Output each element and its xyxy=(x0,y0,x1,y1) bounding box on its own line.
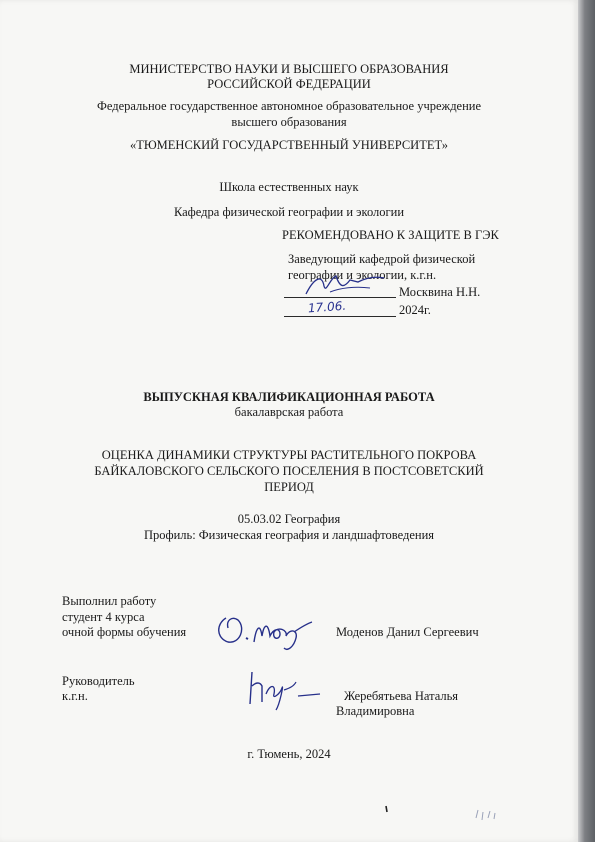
head-name: Москвина Н.Н. xyxy=(399,285,481,299)
scan-marks-icon xyxy=(380,800,520,826)
work-type: ВЫПУСКНАЯ КВАЛИФИКАЦИОННАЯ РАБОТА xyxy=(143,390,435,404)
student-label-line-2: студент 4 курса xyxy=(62,610,145,624)
specialty-profile: Профиль: Физическая география и ландшафтоведения xyxy=(143,528,435,542)
department-name: Кафедра физической географии и экологии xyxy=(173,205,405,219)
work-subtype: бакалаврская работа xyxy=(234,405,344,419)
date-line xyxy=(284,316,396,317)
approval-position-line-1: Заведующий кафедрой физической xyxy=(288,252,476,266)
work-title-line-2: БАЙКАЛОВСКОГО СЕЛЬСКОГО ПОСЕЛЕНИЯ В ПОСТСОВЕТСКИЙ xyxy=(94,464,484,478)
supervisor-label-line-1: Руководитель xyxy=(62,674,135,688)
supervisor-name-line-1: Жеребятьева Наталья xyxy=(344,689,459,703)
student-label-line-1: Выполнил работу xyxy=(62,594,157,608)
work-title-line-3: ПЕРИОД xyxy=(264,480,314,494)
page-edge-shadow xyxy=(578,0,595,842)
ministry-line-2: РОССИЙСКОЙ ФЕДЕРАЦИИ xyxy=(207,77,371,91)
approval-year: 2024г. xyxy=(399,303,431,317)
head-signature-icon xyxy=(300,268,390,302)
student-name: Моденов Данил Сергеевич xyxy=(336,625,479,639)
student-signature-icon xyxy=(212,608,322,656)
institution-line-2: высшего образования xyxy=(231,115,347,129)
supervisor-name-line-2: Владимировна xyxy=(336,704,415,718)
handwritten-date: 17.06. xyxy=(307,298,347,316)
work-title-line-1: ОЦЕНКА ДИНАМИКИ СТРУКТУРЫ РАСТИТЕЛЬНОГО ПОКРОВА xyxy=(101,448,477,462)
approval-position-line-2: географии и экологии, к.г.н. xyxy=(288,268,437,282)
university-name: «ТЮМЕНСКИЙ ГОСУДАРСТВЕННЫЙ УНИВЕРСИТЕТ» xyxy=(129,138,449,152)
approval-title: РЕКОМЕНДОВАНО К ЗАЩИТЕ В ГЭК xyxy=(282,228,499,242)
student-label-line-3: очной формы обучения xyxy=(62,625,187,639)
school-name: Школа естественных наук xyxy=(219,180,359,194)
city-year: г. Тюмень, 2024 xyxy=(247,747,331,761)
institution-line-1: Федеральное государственное автономное образовательное учреждение xyxy=(96,99,482,113)
supervisor-signature-icon xyxy=(240,664,330,714)
supervisor-label-line-2: к.г.н. xyxy=(62,689,88,703)
ministry-line-1: МИНИСТЕРСТВО НАУКИ И ВЫСШЕГО ОБРАЗОВАНИЯ xyxy=(129,62,449,76)
specialty-code: 05.03.02 География xyxy=(237,512,341,526)
